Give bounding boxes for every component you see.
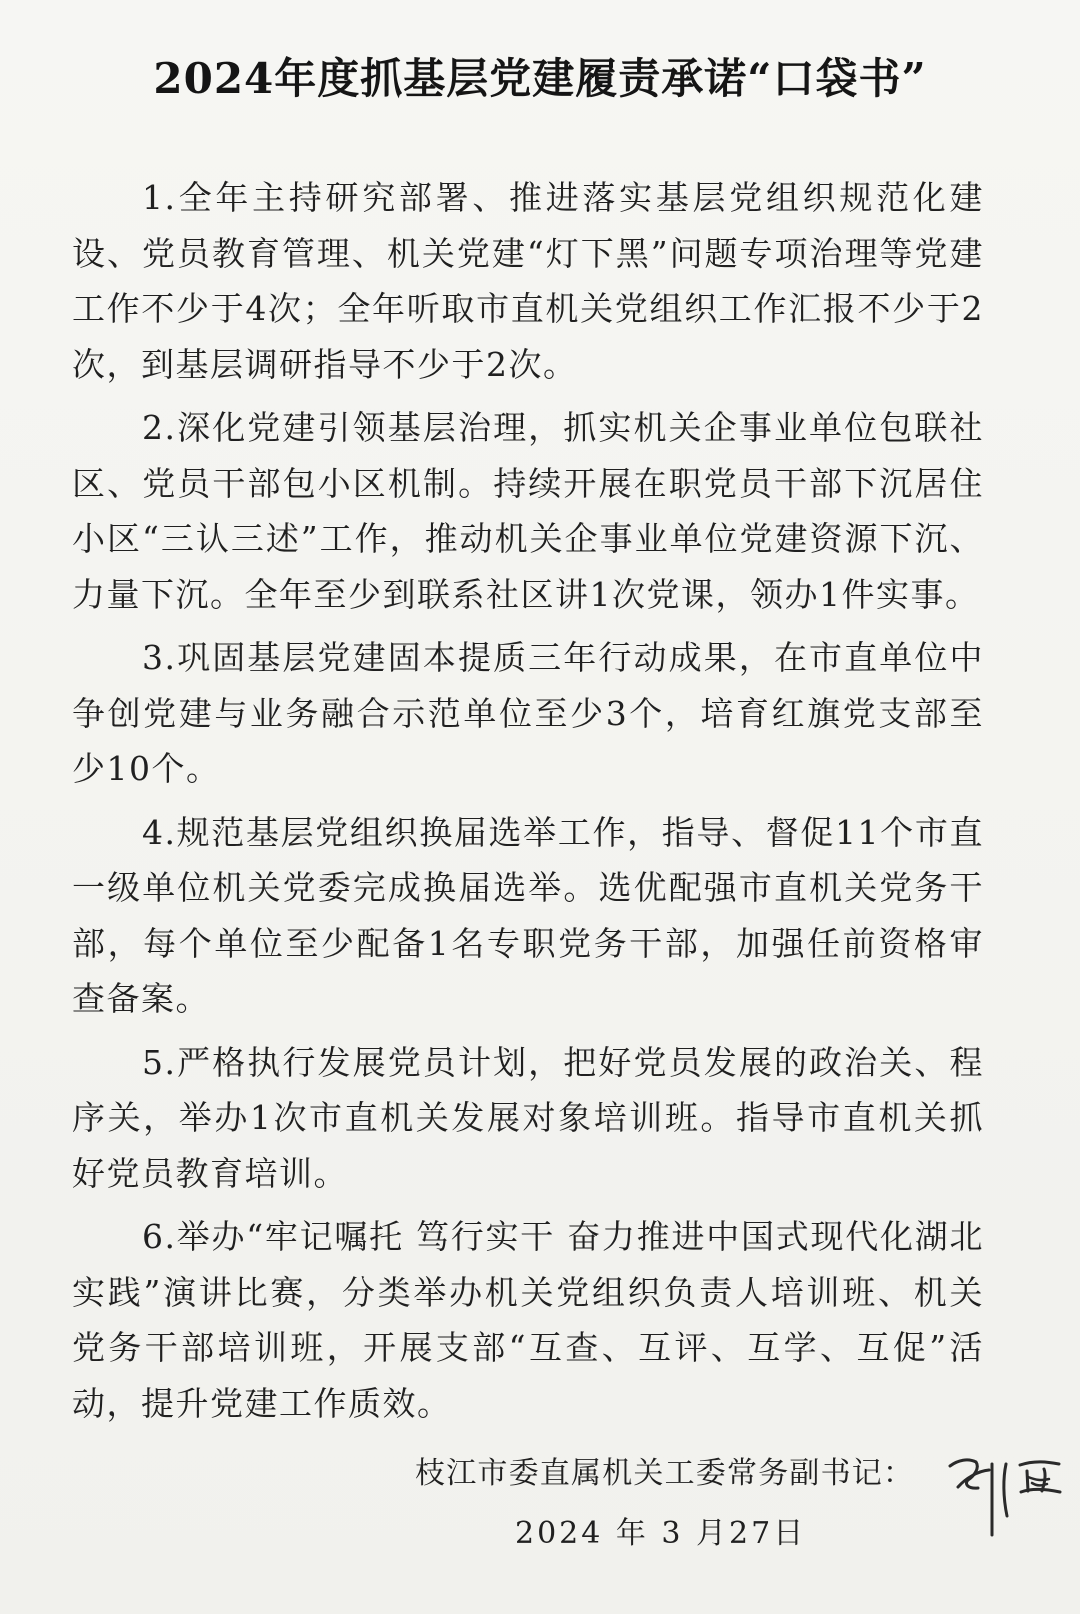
- commitment-item-5: 5.严格执行发展党员计划，把好党员发展的政治关、程序关，举办1次市直机关发展对象培训班。指导市直机关抓好党员教育培训。: [72, 1042, 984, 1193]
- document-title: 2024年度抓基层党建履责承诺“口袋书”: [153, 54, 927, 103]
- commitment-item-1: 1.全年主持研究部署、推进落实基层党组织规范化建设、党员教育管理、机关党建“灯下黑”问题专项治理等党建工作不少于4次；全年听取市直机关党组织工作汇报不少于2次，到基层调研指导不少于2次。: [72, 178, 984, 384]
- commitment-item-4: 4.规范基层党组织换届选举工作，指导、督促11个市直一级单位机关党委完成换届选举。选优配强市直机关党务干部，每个单位至少配备1名专职党务干部，加强任前资格审查备案。: [72, 812, 984, 1018]
- signature-block: [405, 1448, 1075, 1568]
- commitment-item-2: 2.深化党建引领基层治理，抓实机关企事业单位包联社区、党员干部包小区机制。持续开展在职党员干部下沉居住小区“三认三述”工作，推动机关企事业单位党建资源下沉、力量下沉。全年至少到联系社区讲1次党课，领办1件实事。: [72, 408, 984, 614]
- issuer-line: 枝江市委直属机关工委常务副书记：: [415, 1456, 915, 1491]
- handwritten-signature: [940, 1440, 1080, 1550]
- document-date: 2024 年 3 月27日: [515, 1516, 807, 1551]
- commitment-item-3: 3.巩固基层党建固本提质三年行动成果，在市直单位中争创党建与业务融合示范单位至少3个，培育红旗党支部至少10个。: [72, 638, 984, 788]
- commitment-item-6: 6.举办“牢记嘱托 笃行实干 奋力推进中国式现代化湖北实践”演讲比赛，分类举办机关党组织负责人培训班、机关党务干部培训班，开展支部“互查、互评、互学、互促”活动，提升党建工作质效。: [72, 1217, 984, 1423]
- document-body: [72, 170, 984, 1439]
